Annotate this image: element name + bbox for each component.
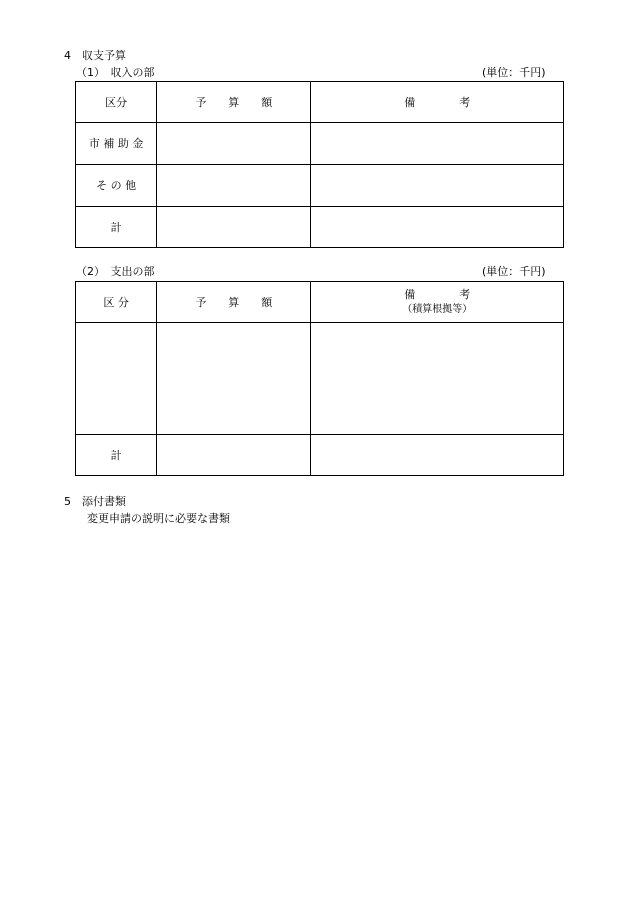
section4-heading: 4 収支予算: [64, 49, 126, 62]
income-budget-cell[interactable]: [157, 123, 311, 165]
expense-unit: (単位：千円): [482, 265, 546, 278]
income-total-row: [76, 207, 564, 248]
expense-entry-row: [76, 323, 564, 435]
expense-header-remarks-sub: （積算根拠等）: [402, 304, 473, 315]
section5-heading: 5 添付書類: [64, 495, 126, 508]
income-unit: (単位：千円): [482, 66, 546, 79]
expense-category-cell[interactable]: [76, 323, 157, 435]
income-header-category: 区分: [76, 82, 157, 123]
income-row-label: そ の 他: [76, 165, 157, 207]
expense-header-budget: 予 算 額: [157, 282, 311, 323]
expense-total-row: [76, 435, 564, 476]
expense-header-row: [76, 282, 564, 323]
income-table: [75, 81, 564, 248]
expense-total-remarks-cell[interactable]: [311, 435, 564, 476]
expense-remarks-cell[interactable]: [311, 323, 564, 435]
expense-total-budget-cell[interactable]: [157, 435, 311, 476]
income-header-budget: 予 算 額: [157, 82, 311, 123]
income-header-row: [76, 82, 564, 123]
section5-body: 変更申請の説明に必要な書類: [87, 512, 230, 525]
expense-table: [75, 281, 564, 476]
income-remarks-cell[interactable]: [311, 165, 564, 207]
expense-header-category: 区 分: [76, 282, 157, 323]
income-remarks-cell[interactable]: [311, 123, 564, 165]
expense-budget-cell[interactable]: [157, 323, 311, 435]
income-header-remarks: 備 考: [311, 82, 564, 123]
income-row-subsidy: [76, 123, 564, 165]
expense-total-label: 計: [76, 435, 157, 476]
expense-header-remarks-label: 備 考: [404, 288, 471, 301]
expense-title: （2） 支出の部: [76, 265, 155, 278]
income-budget-cell[interactable]: [157, 165, 311, 207]
expense-header-remarks: [311, 282, 564, 323]
income-total-remarks-cell[interactable]: [311, 207, 564, 248]
income-total-label: 計: [76, 207, 157, 248]
income-row-label: 市 補 助 金: [76, 123, 157, 165]
income-total-budget-cell[interactable]: [157, 207, 311, 248]
income-row-other: [76, 165, 564, 207]
income-title: （1） 収入の部: [76, 66, 155, 79]
